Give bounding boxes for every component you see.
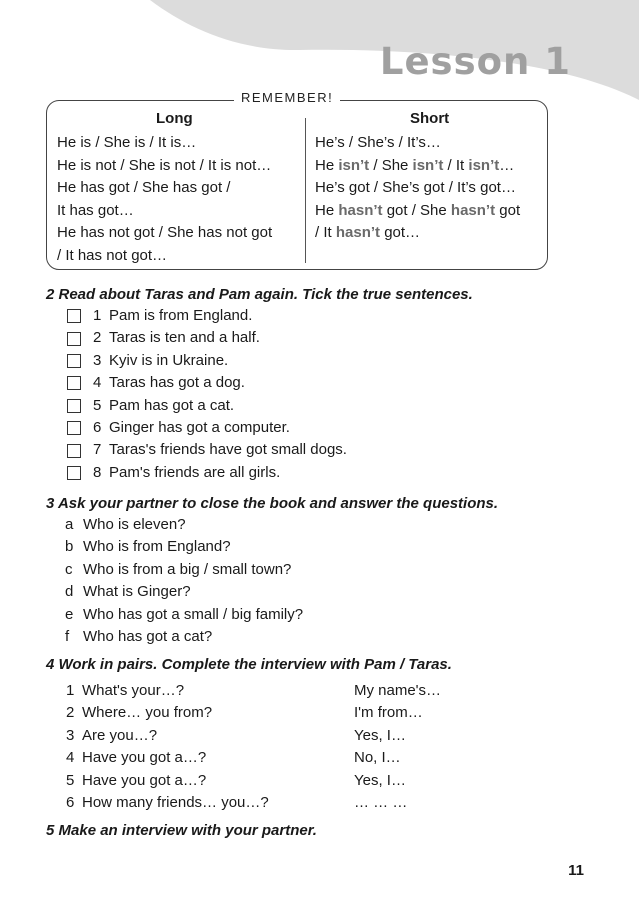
column-divider: [305, 118, 306, 263]
list-item: 8 Pam's friends are all girls.: [67, 462, 347, 484]
long-line: He is not / She is not / It is not…: [57, 156, 272, 174]
checkbox[interactable]: [67, 466, 81, 480]
checkbox[interactable]: [67, 354, 81, 368]
page-number: 11: [568, 862, 584, 879]
long-line: He has got / She has got /: [57, 179, 231, 196]
checkbox[interactable]: [67, 309, 81, 323]
short-line: He isn’t / She isn’t / It isn’t…: [315, 156, 515, 174]
checkbox[interactable]: [67, 376, 81, 390]
long-heading: Long: [156, 110, 193, 127]
exercise-2-list: [67, 305, 347, 484]
list-item: b Who is from England?: [65, 538, 231, 556]
checkbox[interactable]: [67, 332, 81, 346]
long-line: He has not got / She has not got: [57, 224, 273, 241]
short-forms-column: [315, 132, 520, 245]
short-line: / It hasn’t got…: [315, 224, 421, 241]
long-line: / It has not got…: [57, 246, 168, 264]
checkbox[interactable]: [67, 444, 81, 458]
exercise-2-title: 2 Read about Taras and Pam again. Tick the true sentences.: [46, 286, 473, 303]
list-item: a Who is eleven?: [65, 516, 186, 533]
short-line: He’s / She’s / It’s…: [315, 134, 441, 151]
list-item: 5 Pam has got a cat.: [67, 395, 347, 417]
list-item: d What is Ginger?: [65, 583, 191, 601]
short-line: He hasn’t got / She hasn’t got: [315, 201, 521, 219]
list-item: f Who has got a cat?: [65, 628, 213, 646]
long-forms-column: [57, 132, 272, 267]
exercise-5-title: 5 Make an interview with your partner.: [46, 822, 317, 839]
remember-label: REMEMBER!: [234, 90, 340, 105]
list-item: c Who is from a big / small town?: [65, 560, 292, 578]
list-item: 4 Taras has got a dog.: [67, 372, 347, 394]
exercise-3-title: 3 Ask your partner to close the book and answer the questions.: [46, 495, 499, 512]
list-item: 2 Taras is ten and a half.: [67, 327, 347, 349]
short-heading: Short: [410, 110, 450, 127]
exercise-4-title: 4 Work in pairs. Complete the interview with Pam / Taras.: [46, 656, 452, 673]
exercise-3-list: [65, 514, 303, 648]
checkbox[interactable]: [67, 399, 81, 413]
list-item: 6 Ginger has got a computer.: [67, 417, 347, 439]
long-line: He is / She is / It is…: [57, 134, 197, 151]
list-item: 7 Taras's friends have got small dogs.: [67, 439, 347, 461]
lesson-title: Lesson 1: [379, 40, 571, 83]
checkbox[interactable]: [67, 421, 81, 435]
list-item: e Who has got a small / big family?: [65, 605, 304, 623]
list-item: 1 Pam is from England.: [67, 305, 347, 327]
long-line: It has got…: [57, 201, 134, 219]
list-item: 3 Kyiv is in Ukraine.: [67, 350, 347, 372]
short-line: He’s got / She’s got / It’s got…: [315, 179, 516, 196]
